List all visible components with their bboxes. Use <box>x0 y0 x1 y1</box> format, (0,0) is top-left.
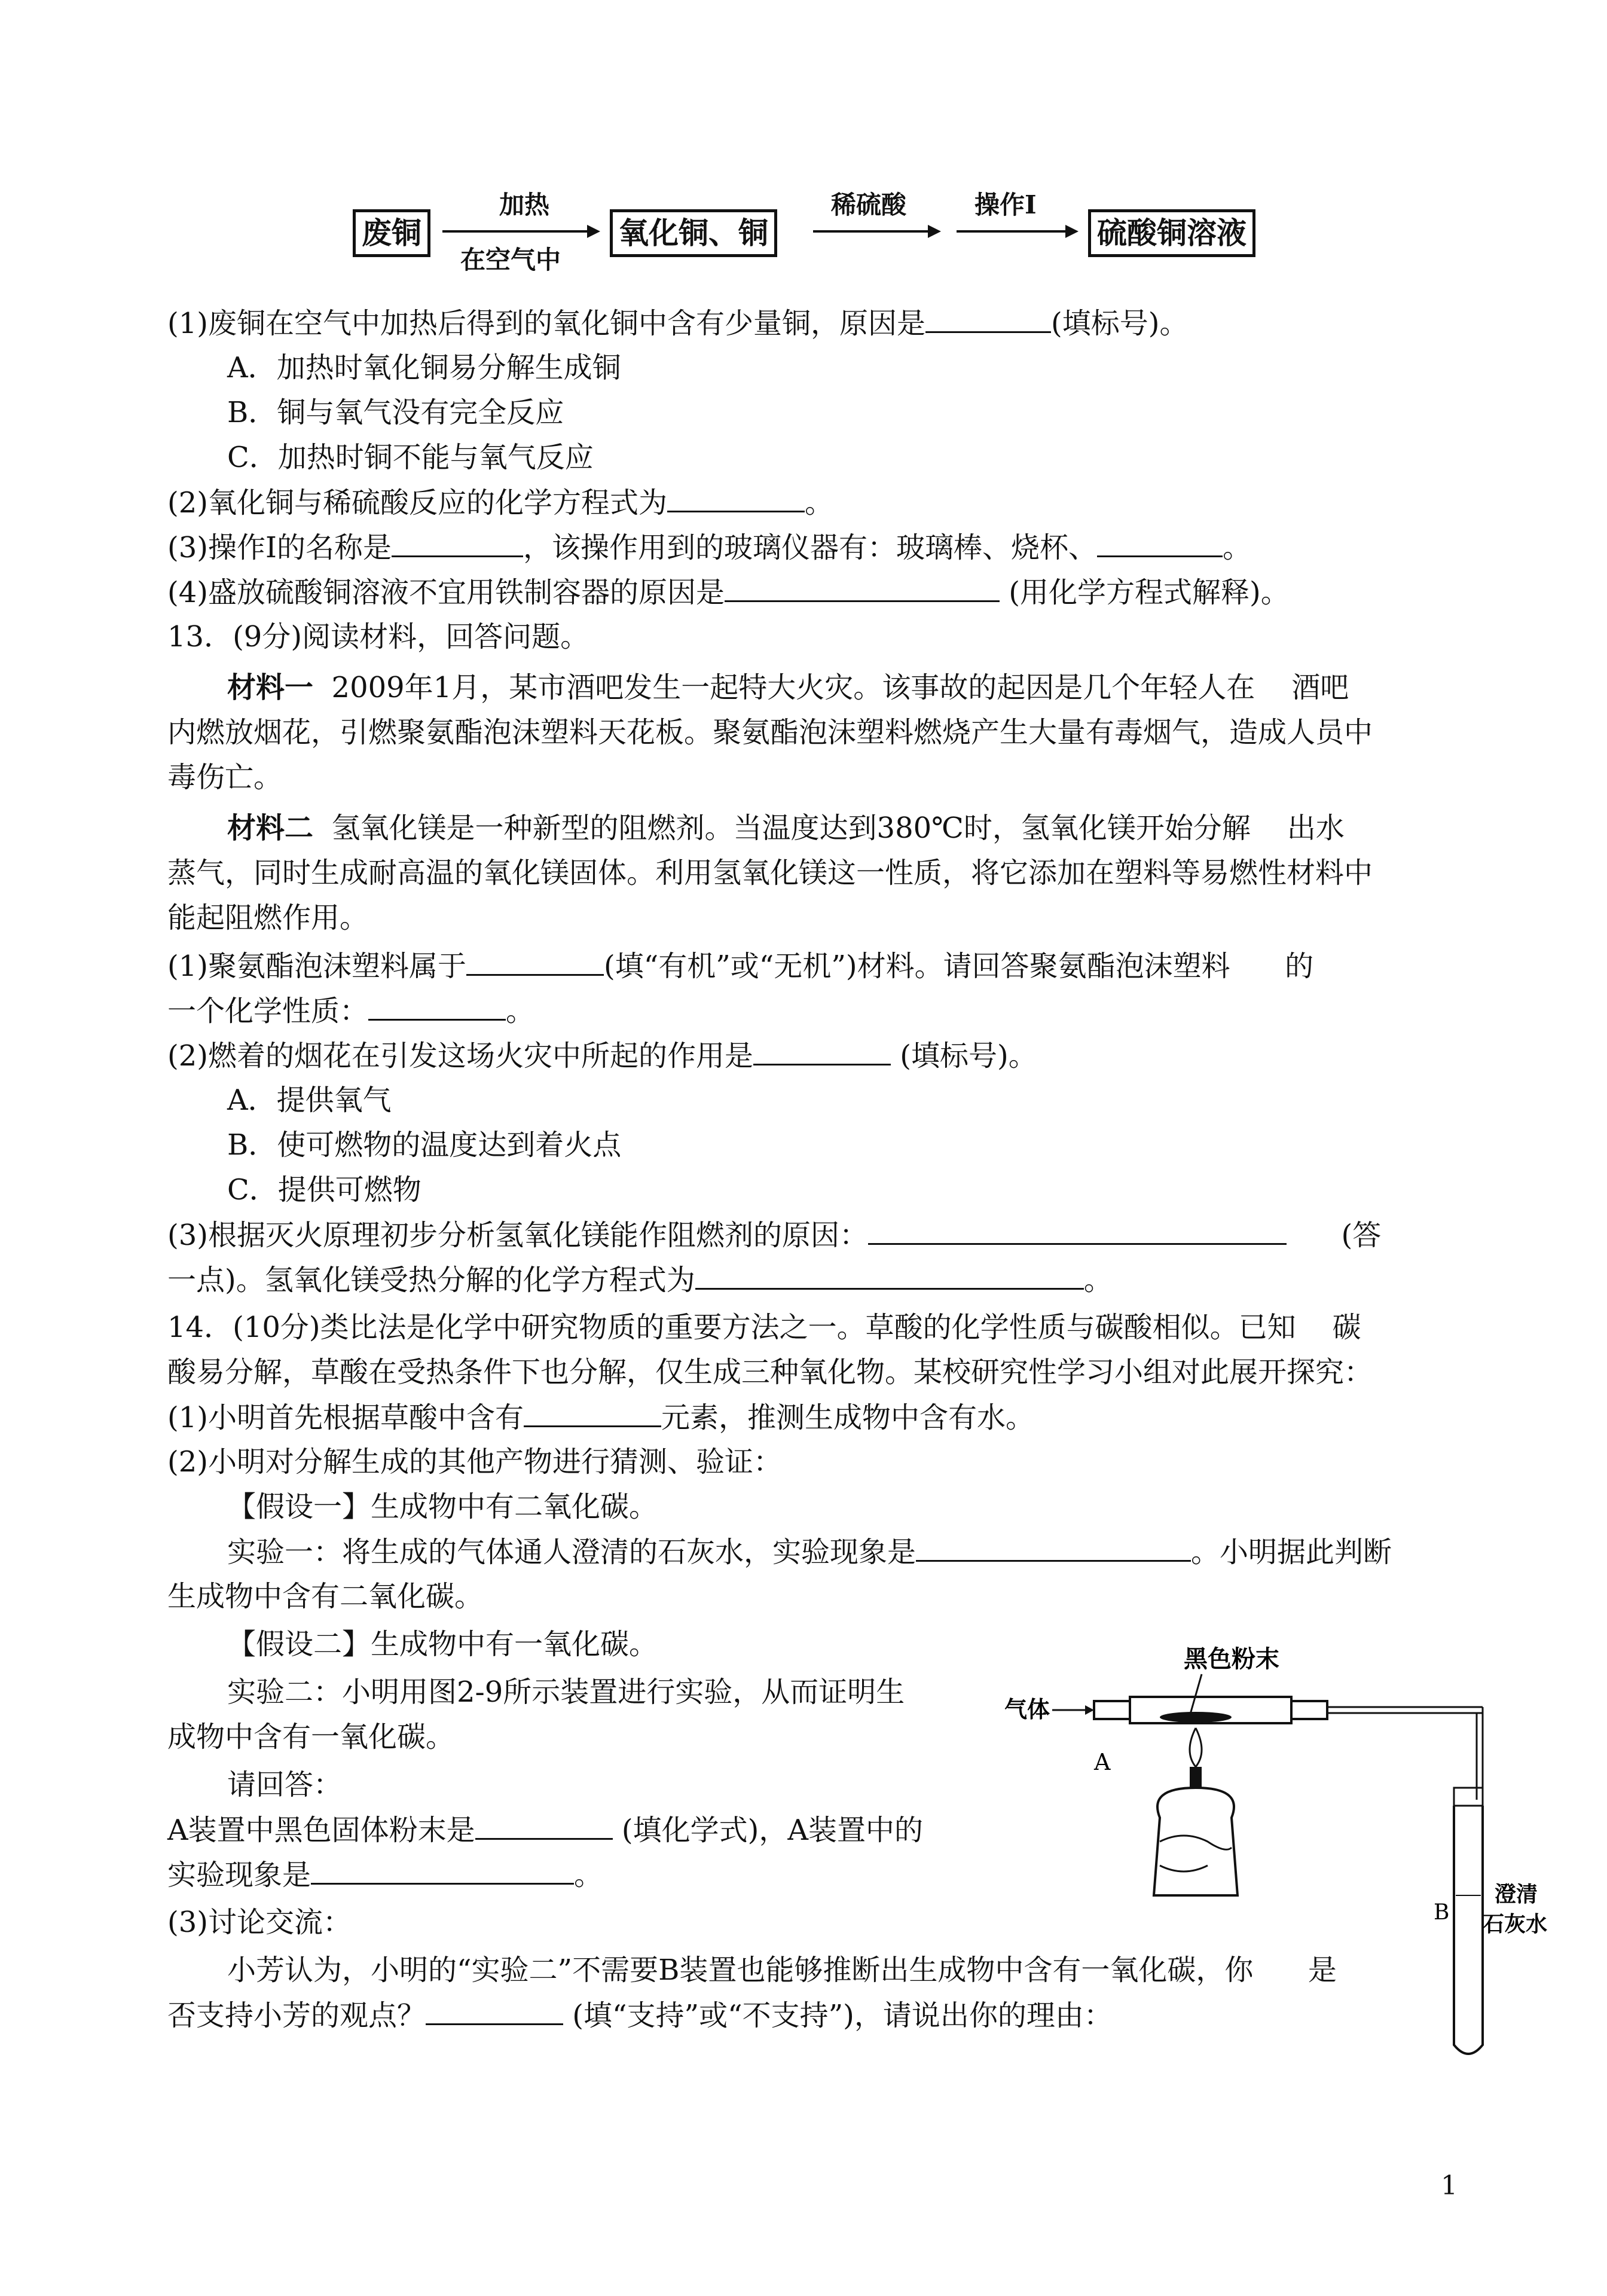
flow-arrow1-bottom-label: 在空气中 <box>460 245 561 274</box>
q14-ask: 请回答： <box>227 1768 343 1802</box>
figure-limewater-label-2: 石灰水 <box>1483 1912 1548 1937</box>
q12-part3: (3)操作Ⅰ的名称是 ，该操作用到的玻璃仪器有：玻璃棒、烧杯、 。 <box>167 529 1251 566</box>
answer-blank[interactable] <box>925 305 1051 333</box>
q14-part3: (3)讨论交流： <box>167 1906 352 1939</box>
figure-a-label: A <box>1094 1749 1111 1775</box>
q13-material2-line1: 材料二 氢氧化镁是一种新型的阻燃剂。当温度达到380℃时，氢氧化镁开始分解 出水 <box>227 811 1345 845</box>
q13-material2-line2: 蒸气，同时生成耐高温的氧化镁固体。利用氢氧化镁这一性质，将它添加在塑料等易燃性材料中 <box>167 856 1373 890</box>
flow-box-mid: 氧化铜、铜 <box>610 209 777 257</box>
q13-option-a: A．提供氧气 <box>227 1083 392 1117</box>
answer-blank[interactable] <box>392 529 523 557</box>
test-tube-stopper <box>1454 1788 1483 1806</box>
answer-blank[interactable] <box>916 1534 1191 1562</box>
q12-part4: (4)盛放硫酸铜溶液不宜用铁制容器的原因是 (用化学方程式解释)。 <box>167 574 1290 610</box>
answer-blank[interactable] <box>466 948 604 976</box>
q12-part1: (1)废铜在空气中加热后得到的氧化铜中含有少量铜，原因是 (填标号)。 <box>167 305 1188 341</box>
q14-answer1: A装置中黑色固体粉末是 (填化学式)，A装置中的 <box>167 1812 923 1848</box>
q13-option-c: C．提供可燃物 <box>227 1173 421 1207</box>
q14-experiment1-line2: 生成物中含有二氧化碳。 <box>167 1580 484 1613</box>
flow-box-end: 硫酸铜溶液 <box>1088 209 1255 257</box>
flow-arrow-3 <box>957 230 1076 233</box>
q14-experiment1-line1: 实验一：将生成的气体通人澄清的石灰水，实验现象是 。小明据此判断 <box>227 1534 1392 1570</box>
page-number: 1 <box>1441 2170 1458 2201</box>
figure-powder-label: 黑色粉末 <box>1184 1645 1279 1673</box>
answer-blank[interactable] <box>311 1857 574 1885</box>
answer-blank[interactable] <box>524 1399 661 1427</box>
answer-blank[interactable] <box>695 1262 1084 1290</box>
q13-heading: 13．(9分)阅读材料，回答问题。 <box>167 620 589 654</box>
flow-arrow-2 <box>813 230 939 233</box>
answer-blank[interactable] <box>753 1037 891 1065</box>
black-powder <box>1160 1712 1232 1723</box>
q13-material1-line1: 材料一 2009年1月，某市酒吧发生一起特大火灾。该事故的起因是几个年轻人在 酒吧 <box>227 671 1349 704</box>
apparatus-drawing <box>1004 1638 1548 2176</box>
flow-arrow1-top-label: 加热 <box>499 190 550 219</box>
flame <box>1190 1728 1202 1767</box>
flow-box-start: 废铜 <box>353 209 430 257</box>
q13-part3-line2: 一点)。氢氧化镁受热分解的化学方程式为 。 <box>167 1262 1113 1298</box>
flow-arrow2-top-label: 稀硫酸 <box>831 190 907 219</box>
q14-hypothesis1: 【假设一】生成物中有二氧化碳。 <box>227 1490 658 1523</box>
q14-heading-line1: 14．(10分)类比法是化学中研究物质的重要方法之一。草酸的化学性质与碳酸相似。已知 碳 <box>167 1311 1361 1344</box>
answer-blank[interactable] <box>475 1812 613 1840</box>
q14-discussion-line1: 小芳认为，小明的“实验二”不需要B装置也能够推断出生成物中含有一氧化碳，你 是 <box>227 1953 1337 1987</box>
q12-option-c: C．加热时铜不能与氧气反应 <box>227 441 594 474</box>
q12-option-a: A．加热时氧化铜易分解生成铜 <box>227 351 621 384</box>
q14-experiment2-line1: 实验二：小明用图2-9所示装置进行实验，从而证明生 <box>227 1675 905 1709</box>
q13-material1-line2: 内燃放烟花，引燃聚氨酯泡沫塑料天花板。聚氨酯泡沫塑料燃烧产生大量有毒烟气，造成人员中 <box>167 716 1373 749</box>
flow-arrow-1 <box>442 230 598 233</box>
answer-blank[interactable] <box>667 484 805 512</box>
flow-arrow3-top-label: 操作Ⅰ <box>974 190 1037 219</box>
answer-blank[interactable] <box>1097 529 1223 557</box>
process-flow-diagram <box>353 185 1285 275</box>
q12-option-b: B．铜与氧气没有完全反应 <box>227 396 564 429</box>
stopper-right <box>1291 1701 1327 1719</box>
answer-blank[interactable] <box>725 574 1000 602</box>
stopper-left <box>1094 1701 1130 1719</box>
q13-part2: (2)燃着的烟花在引发这场火灾中所起的作用是 (填标号)。 <box>167 1037 1037 1074</box>
q13-part1-line1: (1)聚氨酯泡沫塑料属于 (填“有机”或“无机”)材料。请回答聚氨酯泡沫塑料 的 <box>167 948 1313 984</box>
q13-part1-line2: 一个化学性质： 。 <box>167 993 534 1029</box>
answer-blank[interactable] <box>868 1217 1287 1245</box>
q14-heading-line2: 酸易分解，草酸在受热条件下也分解，仅生成三种氧化物。某校研究性学习小组对此展开探究： <box>167 1355 1373 1389</box>
apparatus-figure <box>1004 1638 1548 2296</box>
answer-blank[interactable] <box>368 993 506 1021</box>
q13-material1-line3: 毒伤亡。 <box>167 761 283 794</box>
alcohol-lamp <box>1154 1788 1238 1895</box>
q14-part1: (1)小明首先根据草酸中含有 元素，推测生成物中含有水。 <box>167 1399 1034 1436</box>
q14-discussion-line2: 否支持小芳的观点？ (填“支持”或“不支持”)，请说出你的理由： <box>167 1997 1113 2034</box>
figure-b-label: B <box>1434 1900 1450 1925</box>
q12-part2: (2)氧化铜与稀硫酸反应的化学方程式为 。 <box>167 484 833 521</box>
q13-material2-line3: 能起阻燃作用。 <box>167 901 369 935</box>
figure-gas-label: 气体 <box>1004 1696 1050 1723</box>
q14-experiment2-line2: 成物中含有一氧化碳。 <box>167 1720 455 1754</box>
test-tube-b <box>1454 1806 1483 2054</box>
figure-limewater-label-1: 澄清 <box>1495 1882 1538 1907</box>
q13-option-b: B．使可燃物的温度达到着火点 <box>227 1128 622 1162</box>
q13-part3-line1: (3)根据灭火原理初步分析氢氧化镁能作阻燃剂的原因： (答 <box>167 1217 1381 1253</box>
q14-hypothesis2: 【假设二】生成物中有一氧化碳。 <box>227 1628 658 1661</box>
q14-answer2: 实验现象是 。 <box>167 1857 603 1893</box>
q14-part2: (2)小明对分解生成的其他产物进行猜测、验证： <box>167 1445 782 1479</box>
answer-blank[interactable] <box>426 1997 563 2025</box>
